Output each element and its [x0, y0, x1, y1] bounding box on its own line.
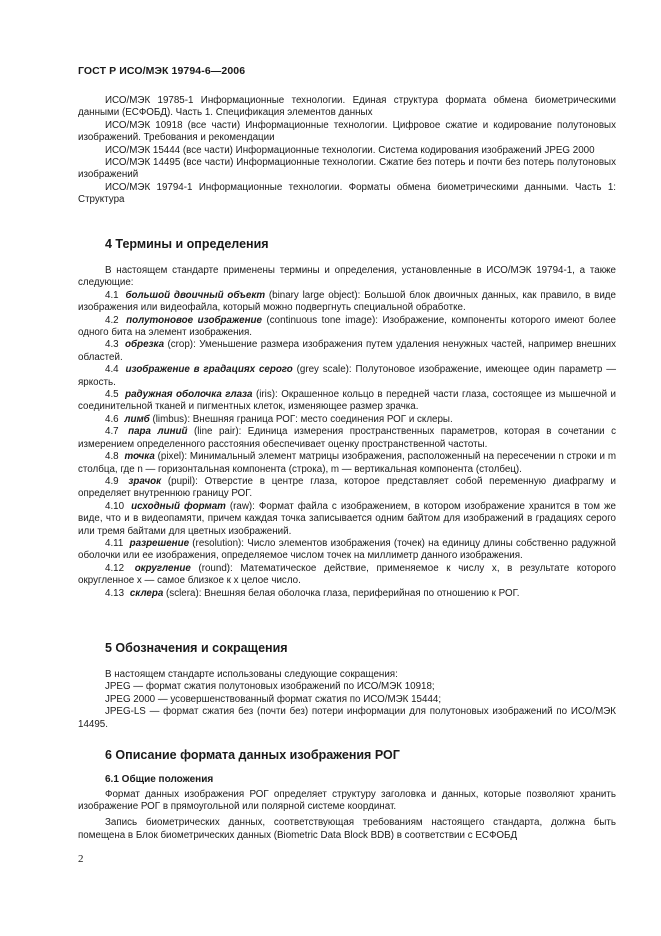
term-definition: 4.1 большой двоичный объект (binary large object): Большой блок двоичных данных, как правило, в виде изображения или видеофайла, который можно подвергнуть специальной обработке. — [78, 289, 616, 314]
section-5-body — [78, 669, 616, 731]
term-name: пара линий — [128, 426, 188, 438]
term-definition: 4.2 полутоновое изображение (continuous tone image): Изображение, компоненты которого имеют более одного бита на элемент изображения. — [78, 314, 616, 339]
term-definition: 4.3 обрезка (crop): Уменьшение размера изображения путем удаления ненужных частей, например внешних областей. — [78, 339, 616, 363]
term-name: радужная оболочка глаза — [125, 389, 253, 401]
subsection-title: 6.1 Общие положения — [105, 774, 214, 785]
term-name: изображение в градациях серого — [125, 364, 293, 376]
term-name: разрешение — [129, 537, 190, 549]
paragraph: Формат данных изображения РОГ определяет структуру заголовка и данных, которые позволяют хранить изображение РОГ в прямоугольной или полярной системе координат. — [78, 788, 616, 812]
reference-item: ИСО/МЭК 14495 (все части) Информационные технологии. Сжатие без потерь и почти без потерь полутоновых изображений — [78, 157, 616, 181]
reference-item: ИСО/МЭК 10918 (все части) Информационные технологии. Цифровое сжатие и кодирование полутоновых изображений. Требования и рекомендации — [78, 119, 616, 144]
term-name: обрезка — [125, 339, 165, 351]
term-definition: 4.11 разрешение (resolution): Число элементов изображения (точек) на единицу длины собственно радужной оболочки или ее изображения, определяемое числом точек на миллиметр данного изображения. — [78, 537, 616, 562]
section-title: 4 Термины и определения — [105, 237, 269, 251]
term-definition: 4.9 зрачок (pupil): Отверстие в центре глаза, которое представляет собой переменную диафрагму и определяет внутреннюю границу РОГ. — [78, 475, 616, 500]
reference-item: ИСО/МЭК 19794-1 Информационные технологии. Форматы обмена биометрическими данными. Часть 1: Структура — [78, 181, 616, 206]
page-number: 2 — [78, 853, 84, 865]
term-definition: 4.12 округление (round): Математическое действие, применяемое к числу x, в результате которого округленное x — самое близкое к x целое число. — [78, 562, 616, 587]
term-name: большой двоичный объект — [125, 289, 266, 301]
term-definition: 4.4 изображение в градациях серого (grey scale): Полутоновое изображение, имеющее один параметр — яркость. — [78, 364, 616, 388]
term-name: исходный формат — [131, 500, 226, 512]
reference-item: ИСО/МЭК 15444 (все части) Информационные технологии. Система кодирования изображений JPEG 2000 — [105, 144, 595, 156]
section-4-body — [78, 265, 616, 600]
term-name: точка — [124, 451, 155, 463]
normative-references — [78, 95, 616, 207]
term-name: округление — [134, 562, 191, 574]
section-intro: В настоящем стандарте применены термины и определения, установленные в ИСО/МЭК 19794-1, а также следующие: — [78, 265, 616, 289]
term-definition: 4.8 точка (pixel): Минимальный элемент матрицы изображения, расположенный на пересечении n строки и m столбца, где n — горизонтальная компонента (строка), m — вертикальная компонента (столбец). — [78, 451, 616, 475]
term-name: зрачок — [128, 475, 162, 487]
term-definition: 4.6 лимб (limbus): Внешняя граница РОГ: место соединения РОГ и склеры. — [105, 413, 453, 425]
paragraph: Запись биометрических данных, соответствующая требованиям настоящего стандарта, должна быть помещена в Блок биометрических данных (Biometric Data Block BDB) в соответствии с ЕСФОБД — [78, 817, 616, 841]
section-5 — [78, 641, 616, 656]
abbreviation-item: JPEG-LS — формат сжатия без (почти без) потери информации для полутоновых изображений по ИСО/МЭК 14495. — [78, 706, 616, 730]
section-4 — [78, 237, 616, 252]
page-header: ГОСТ Р ИСО/МЭК 19794-6—2006 — [78, 65, 246, 77]
term-definition: 4.5 радужная оболочка глаза (iris): Окрашенное кольцо в передней части глаза, состоящее из мышечной и соединительной тканей и пигментных клеток, изменяющее размер зрачка. — [78, 389, 617, 413]
term-name: полутоновое изображение — [126, 314, 262, 326]
term-definition: 4.13 склера (sclera): Внешняя белая оболочка глаза, периферийная по отношению к РОГ. — [105, 587, 520, 599]
section-6 — [78, 748, 616, 763]
abbreviation-item: JPEG 2000 — усовершенствованный формат сжатия по ИСО/МЭК 15444; — [105, 693, 442, 705]
term-definition: 4.10 исходный формат (raw): Формат файла с изображением, в котором изображение хранится в том же виде, что и в видеопамяти, причем каждая точка записывается одним байтом для изображений в градациях серого или тремя байтами для цветных изображений. — [78, 500, 617, 537]
section-intro: В настоящем стандарте использованы следующие сокращения: — [105, 669, 398, 680]
term-name: склера — [129, 587, 164, 599]
term-name: лимб — [124, 413, 150, 425]
reference-item: ИСО/МЭК 19785-1 Информационные технологии. Единая структура формата обмена биометрическими данными (ЕСФОБД). Часть 1. Спецификация элементов данных — [78, 95, 616, 119]
abbreviation-item: JPEG — формат сжатия полутоновых изображений по ИСО/МЭК 10918; — [105, 681, 435, 693]
term-definition: 4.7 пара линий (line pair): Единица измерения пространственных параметров, которая в сочетании с измерением определенного расстояния обеспечивает оценку пространственной частоты. — [78, 426, 616, 450]
section-title: 6 Описание формата данных изображения РОГ — [105, 748, 400, 762]
section-6-body — [78, 774, 616, 842]
section-title: 5 Обозначения и сокращения — [105, 641, 288, 655]
